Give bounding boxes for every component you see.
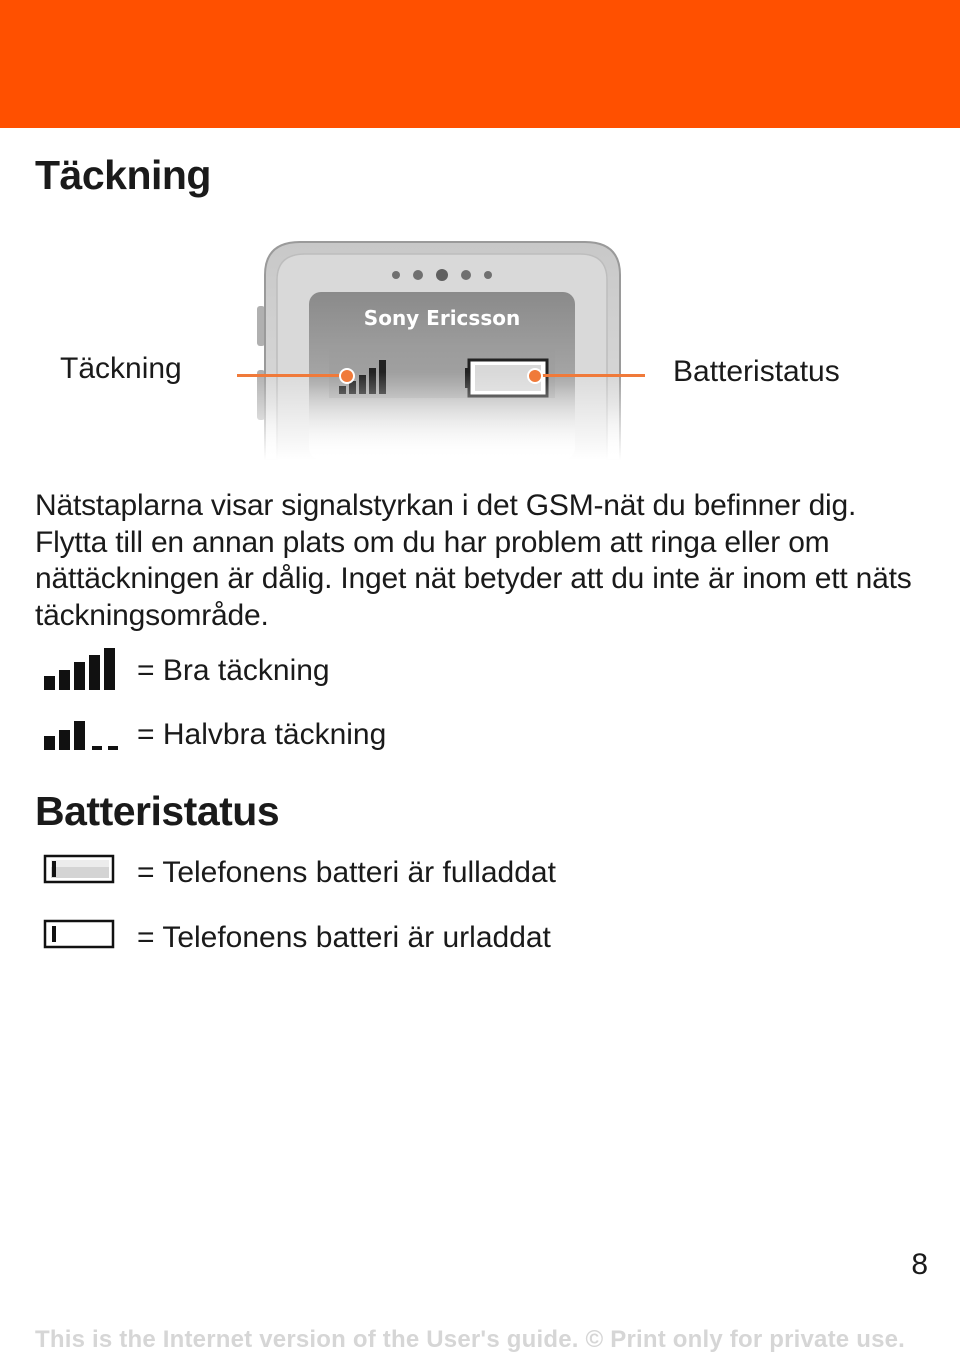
- callout-label-coverage: Täckning: [60, 352, 182, 385]
- footer-note: This is the Internet version of the User's guide. © Print only for private use.: [35, 1326, 906, 1353]
- callout-line-coverage: [237, 374, 345, 377]
- legend-row-battery-full: [40, 852, 840, 902]
- legend-text-good-coverage: = Bra täckning: [137, 654, 330, 687]
- legend-row-good-coverage: [40, 648, 840, 698]
- callout-label-battery: Batteristatus: [673, 355, 840, 388]
- legend-row-half-coverage: [40, 712, 840, 762]
- battery-full-icon: [40, 852, 120, 892]
- section-title-battery: Batteristatus: [35, 788, 280, 834]
- signal-full-icon: [40, 648, 124, 692]
- coverage-paragraph: Nätstaplarna visar signalstyrkan i det GSM-nät du befinner dig. Flytta till en annan plats om du har problem att ringa eller om nättäckningen är dålig. Inget nät betyder att du inte är inom ett näts täckningsområde.: [35, 489, 912, 632]
- legend-row-battery-empty: [40, 917, 840, 967]
- legend-text-half-coverage: = Halvbra täckning: [137, 718, 387, 751]
- header-band: [0, 0, 960, 128]
- page-number: 8: [911, 1248, 928, 1281]
- callout-dot-battery: [527, 368, 543, 384]
- phone-image: [255, 240, 625, 460]
- legend-text-battery-empty: = Telefonens batteri är urladdat: [137, 921, 551, 954]
- callout-dot-coverage: [339, 368, 355, 384]
- callout-line-battery: [533, 374, 645, 377]
- legend-text-battery-full: = Telefonens batteri är fulladdat: [137, 856, 556, 889]
- section-title-coverage: Täckning: [35, 152, 211, 198]
- battery-empty-icon: [40, 917, 120, 957]
- signal-half-icon: [40, 712, 124, 756]
